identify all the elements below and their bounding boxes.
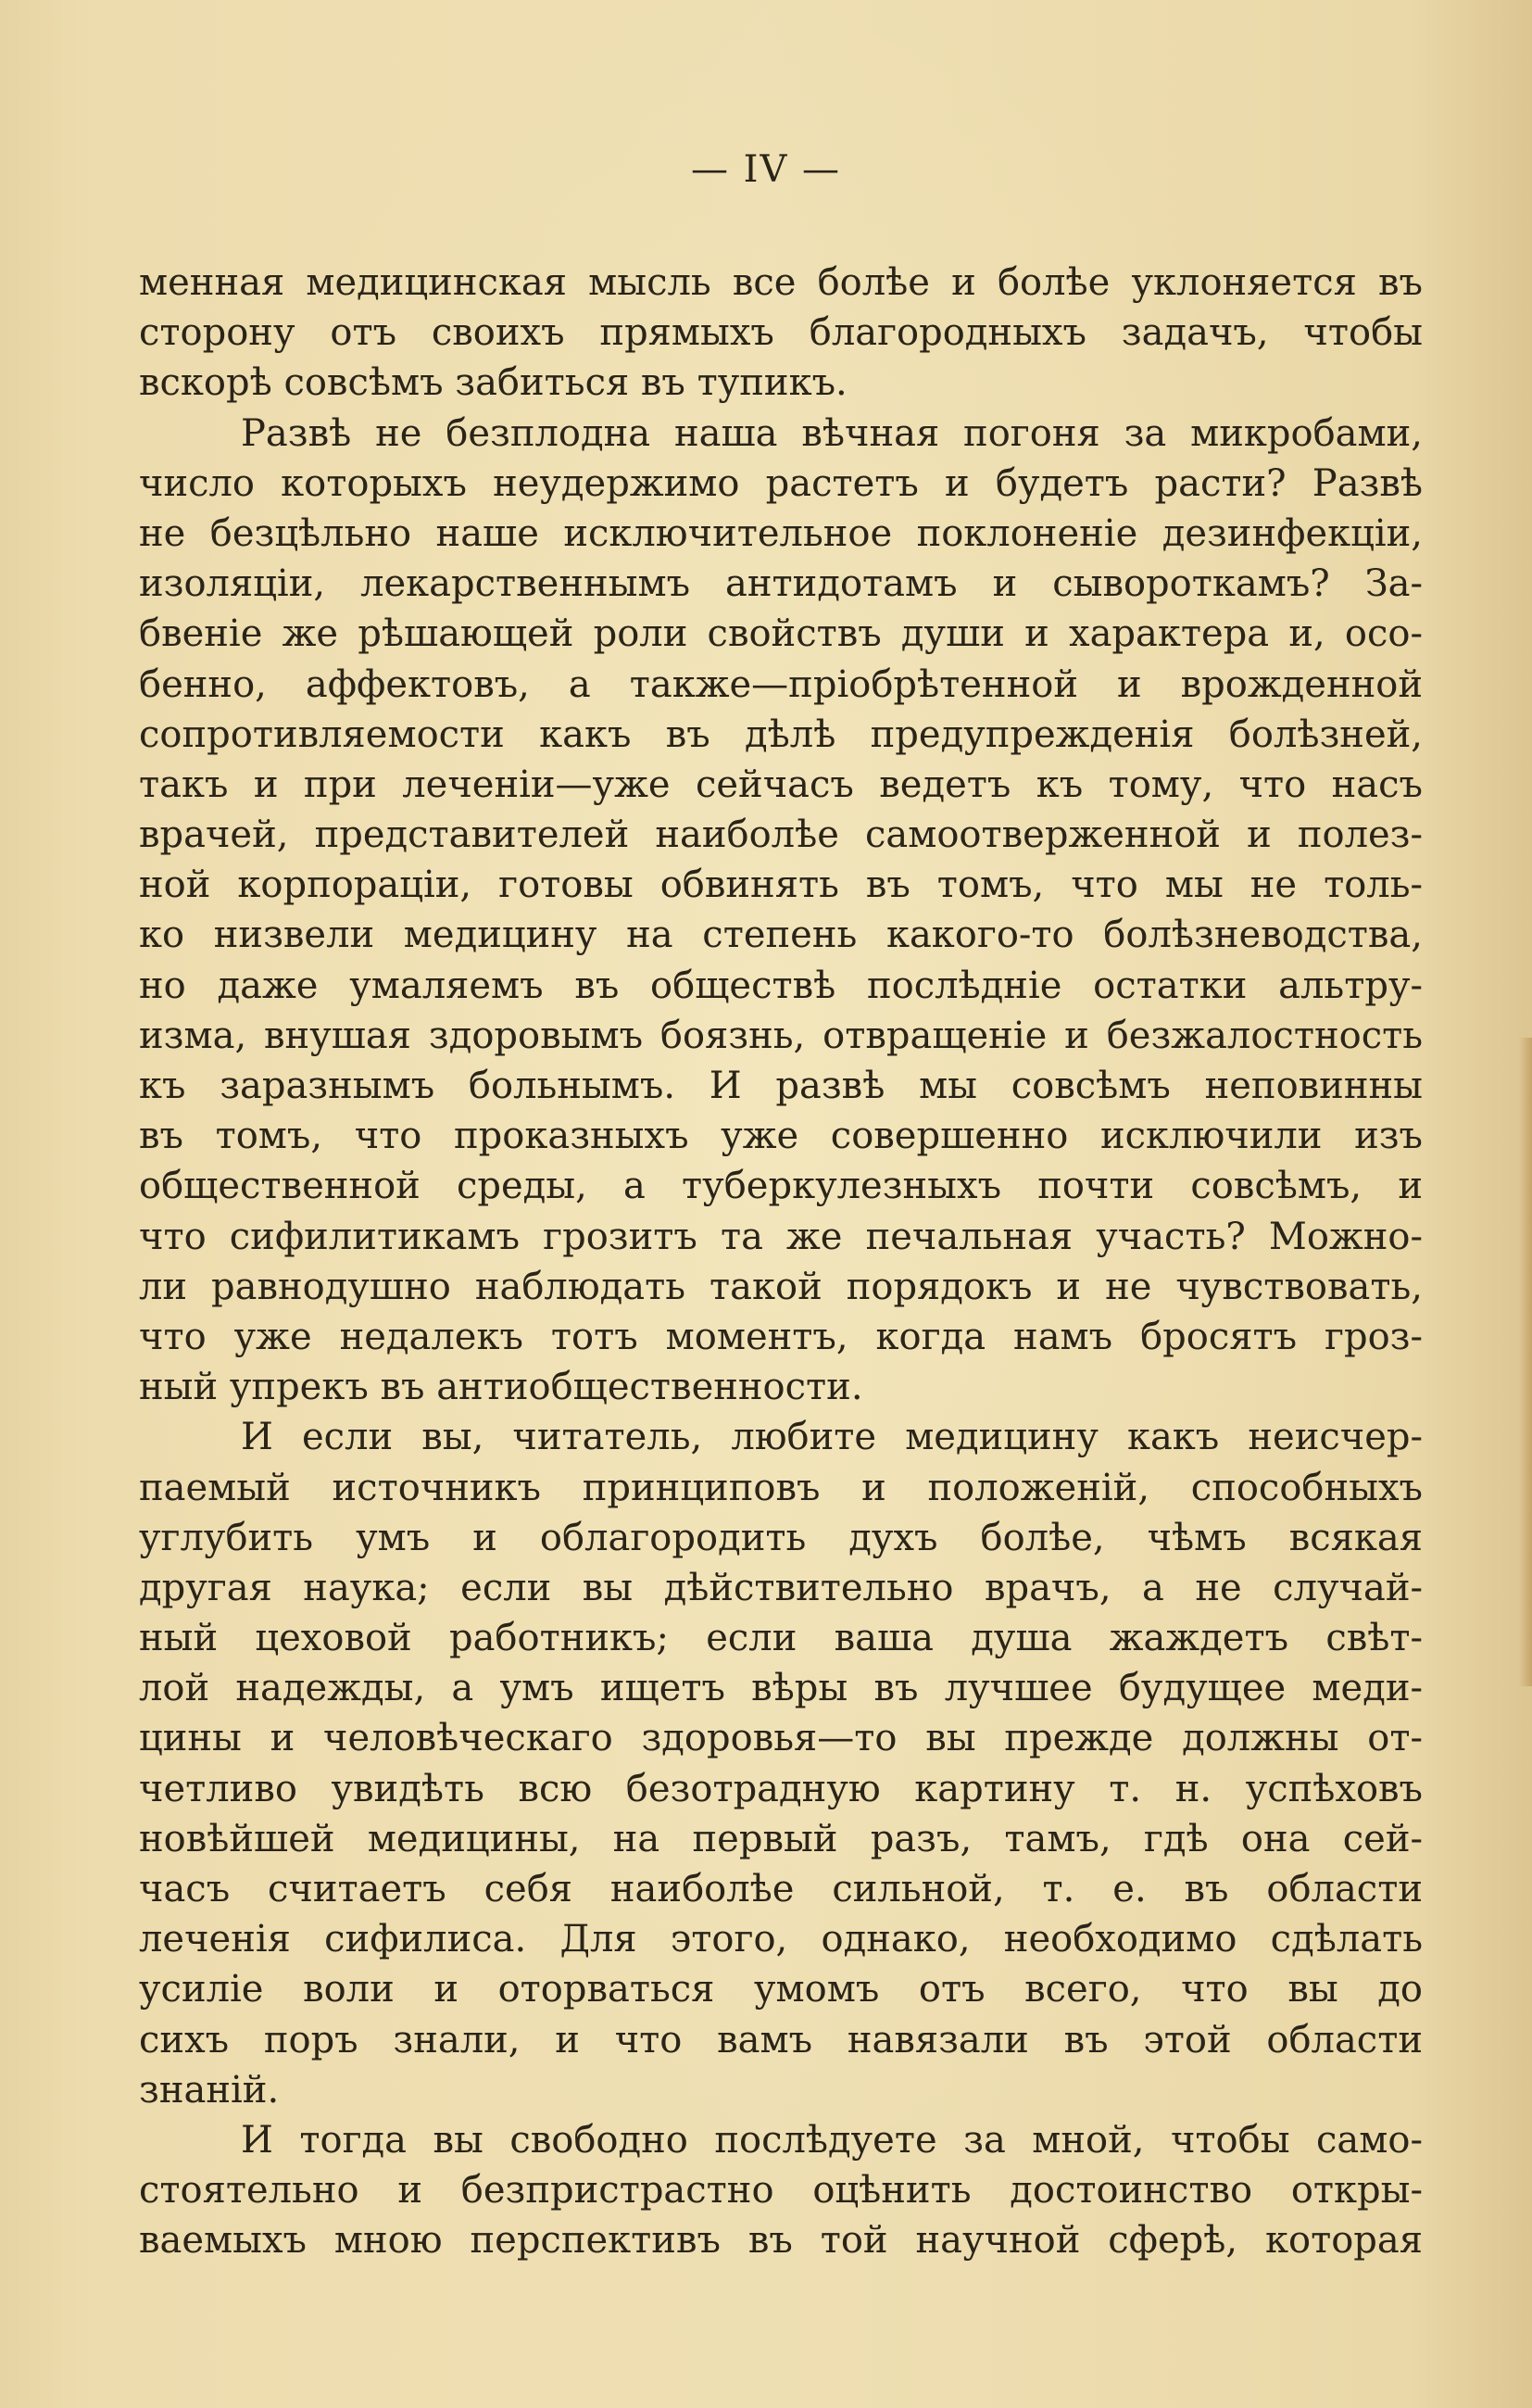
text-line: изоляціи, лекарственнымъ антидотамъ и сывороткамъ? За- xyxy=(139,562,1423,606)
text-line: И если вы, читатель, любите медицину какъ неисчер- xyxy=(241,1416,1423,1459)
page-edge-stain xyxy=(1519,1038,1532,1686)
text-line: лой надежды, а умъ ищетъ вѣры въ лучшее будущее меди- xyxy=(139,1667,1423,1710)
text-line: знаній. xyxy=(139,2068,280,2112)
text-line: стоятельно и безпристрастно оцѣнить достоинство откры- xyxy=(139,2169,1423,2213)
text-line: леченія сифилиса. Для этого, однако, необходимо сдѣлать xyxy=(139,1918,1423,1961)
text-line: бенно, аффектовъ, а также—пріобрѣтенной и врожденной xyxy=(139,662,1423,706)
text-line: въ томъ, что проказныхъ уже совершенно исключили изъ xyxy=(139,1115,1423,1158)
text-line: но даже умаляемъ въ обществѣ послѣдніе остатки альтру- xyxy=(139,964,1423,1007)
text-line: число которыхъ неудержимо растетъ и будетъ расти? Развѣ xyxy=(139,461,1423,505)
text-line: другая наука; если вы дѣйствительно врачъ, а не случай- xyxy=(139,1566,1423,1609)
text-line: ной корпораціи, готовы обвинять въ томъ, что мы не толь- xyxy=(139,864,1423,907)
text-line: что сифилитикамъ грозитъ та же печальная участь? Можно- xyxy=(139,1215,1423,1258)
text-line: ваемыхъ мною перспективъ въ той научной сферѣ, которая xyxy=(139,2219,1423,2263)
text-line: что уже недалекъ тотъ моментъ, когда намъ бросятъ гроз- xyxy=(139,1315,1423,1358)
text-line: новѣйшей медицины, на первый разъ, тамъ, гдѣ она сей- xyxy=(139,1817,1423,1860)
text-line: Развѣ не безплодна наша вѣчная погоня за микробами, xyxy=(241,411,1423,455)
text-line: ный упрекъ въ антиобщественности. xyxy=(139,1366,863,1409)
text-line: менная медицинская мысль все болѣе и болѣе уклоняется въ xyxy=(139,261,1423,304)
text-line: бвеніе же рѣшающей роли свойствъ души и характера и, осо- xyxy=(139,612,1423,656)
text-line: сихъ поръ знали, и что вамъ навязали въ этой области xyxy=(139,2018,1423,2061)
text-line: И тогда вы свободно послѣдуете за мной, чтобы само- xyxy=(241,2118,1423,2162)
text-line: не безцѣльно наше исключительное поклоненіе дезинфекціи, xyxy=(139,511,1423,555)
text-line: къ заразнымъ больнымъ. И развѣ мы совсѣмъ неповинны xyxy=(139,1065,1423,1107)
text-line: усиліе воли и оторваться умомъ отъ всего, что вы до xyxy=(139,1968,1423,2011)
text-line: общественной среды, а туберкулезныхъ почти совсѣмъ, и xyxy=(139,1165,1423,1208)
body-text xyxy=(139,258,1423,2266)
text-line: изма, внушая здоровымъ боязнь, отвращеніе и безжалостность xyxy=(139,1014,1423,1057)
text-line: углубить умъ и облагородить духъ болѣе, чѣмъ всякая xyxy=(139,1516,1423,1559)
text-line: сопротивляемости какъ въ дѣлѣ предупрежденія болѣзней, xyxy=(139,712,1423,756)
text-line: ли равнодушно наблюдать такой порядокъ и не чувствовать, xyxy=(139,1265,1423,1308)
text-line: вскорѣ совсѣмъ забиться въ тупикъ. xyxy=(139,361,848,405)
text-line: сторону отъ своихъ прямыхъ благородныхъ задачъ, чтобы xyxy=(139,311,1423,355)
text-line: ный цеховой работникъ; если ваша душа жаждетъ свѣт- xyxy=(139,1617,1423,1660)
text-line: часъ считаетъ себя наиболѣе сильной, т. е. въ области xyxy=(139,1868,1423,1910)
text-line: такъ и при леченіи—уже сейчасъ ведетъ къ тому, что насъ xyxy=(139,763,1423,806)
text-line: паемый источникъ принциповъ и положеній, способныхъ xyxy=(139,1466,1423,1509)
text-line: четливо увидѣть всю безотрадную картину т. н. успѣховъ xyxy=(139,1767,1423,1810)
page-number-header: — IV — xyxy=(690,148,842,191)
text-line: ко низвели медицину на степень какого-то болѣзневодства, xyxy=(139,914,1423,957)
text-line: цины и человѣческаго здоровья—то вы прежде должны от- xyxy=(139,1717,1423,1760)
text-line: врачей, представителей наиболѣе самоотверженной и полез- xyxy=(139,813,1423,857)
